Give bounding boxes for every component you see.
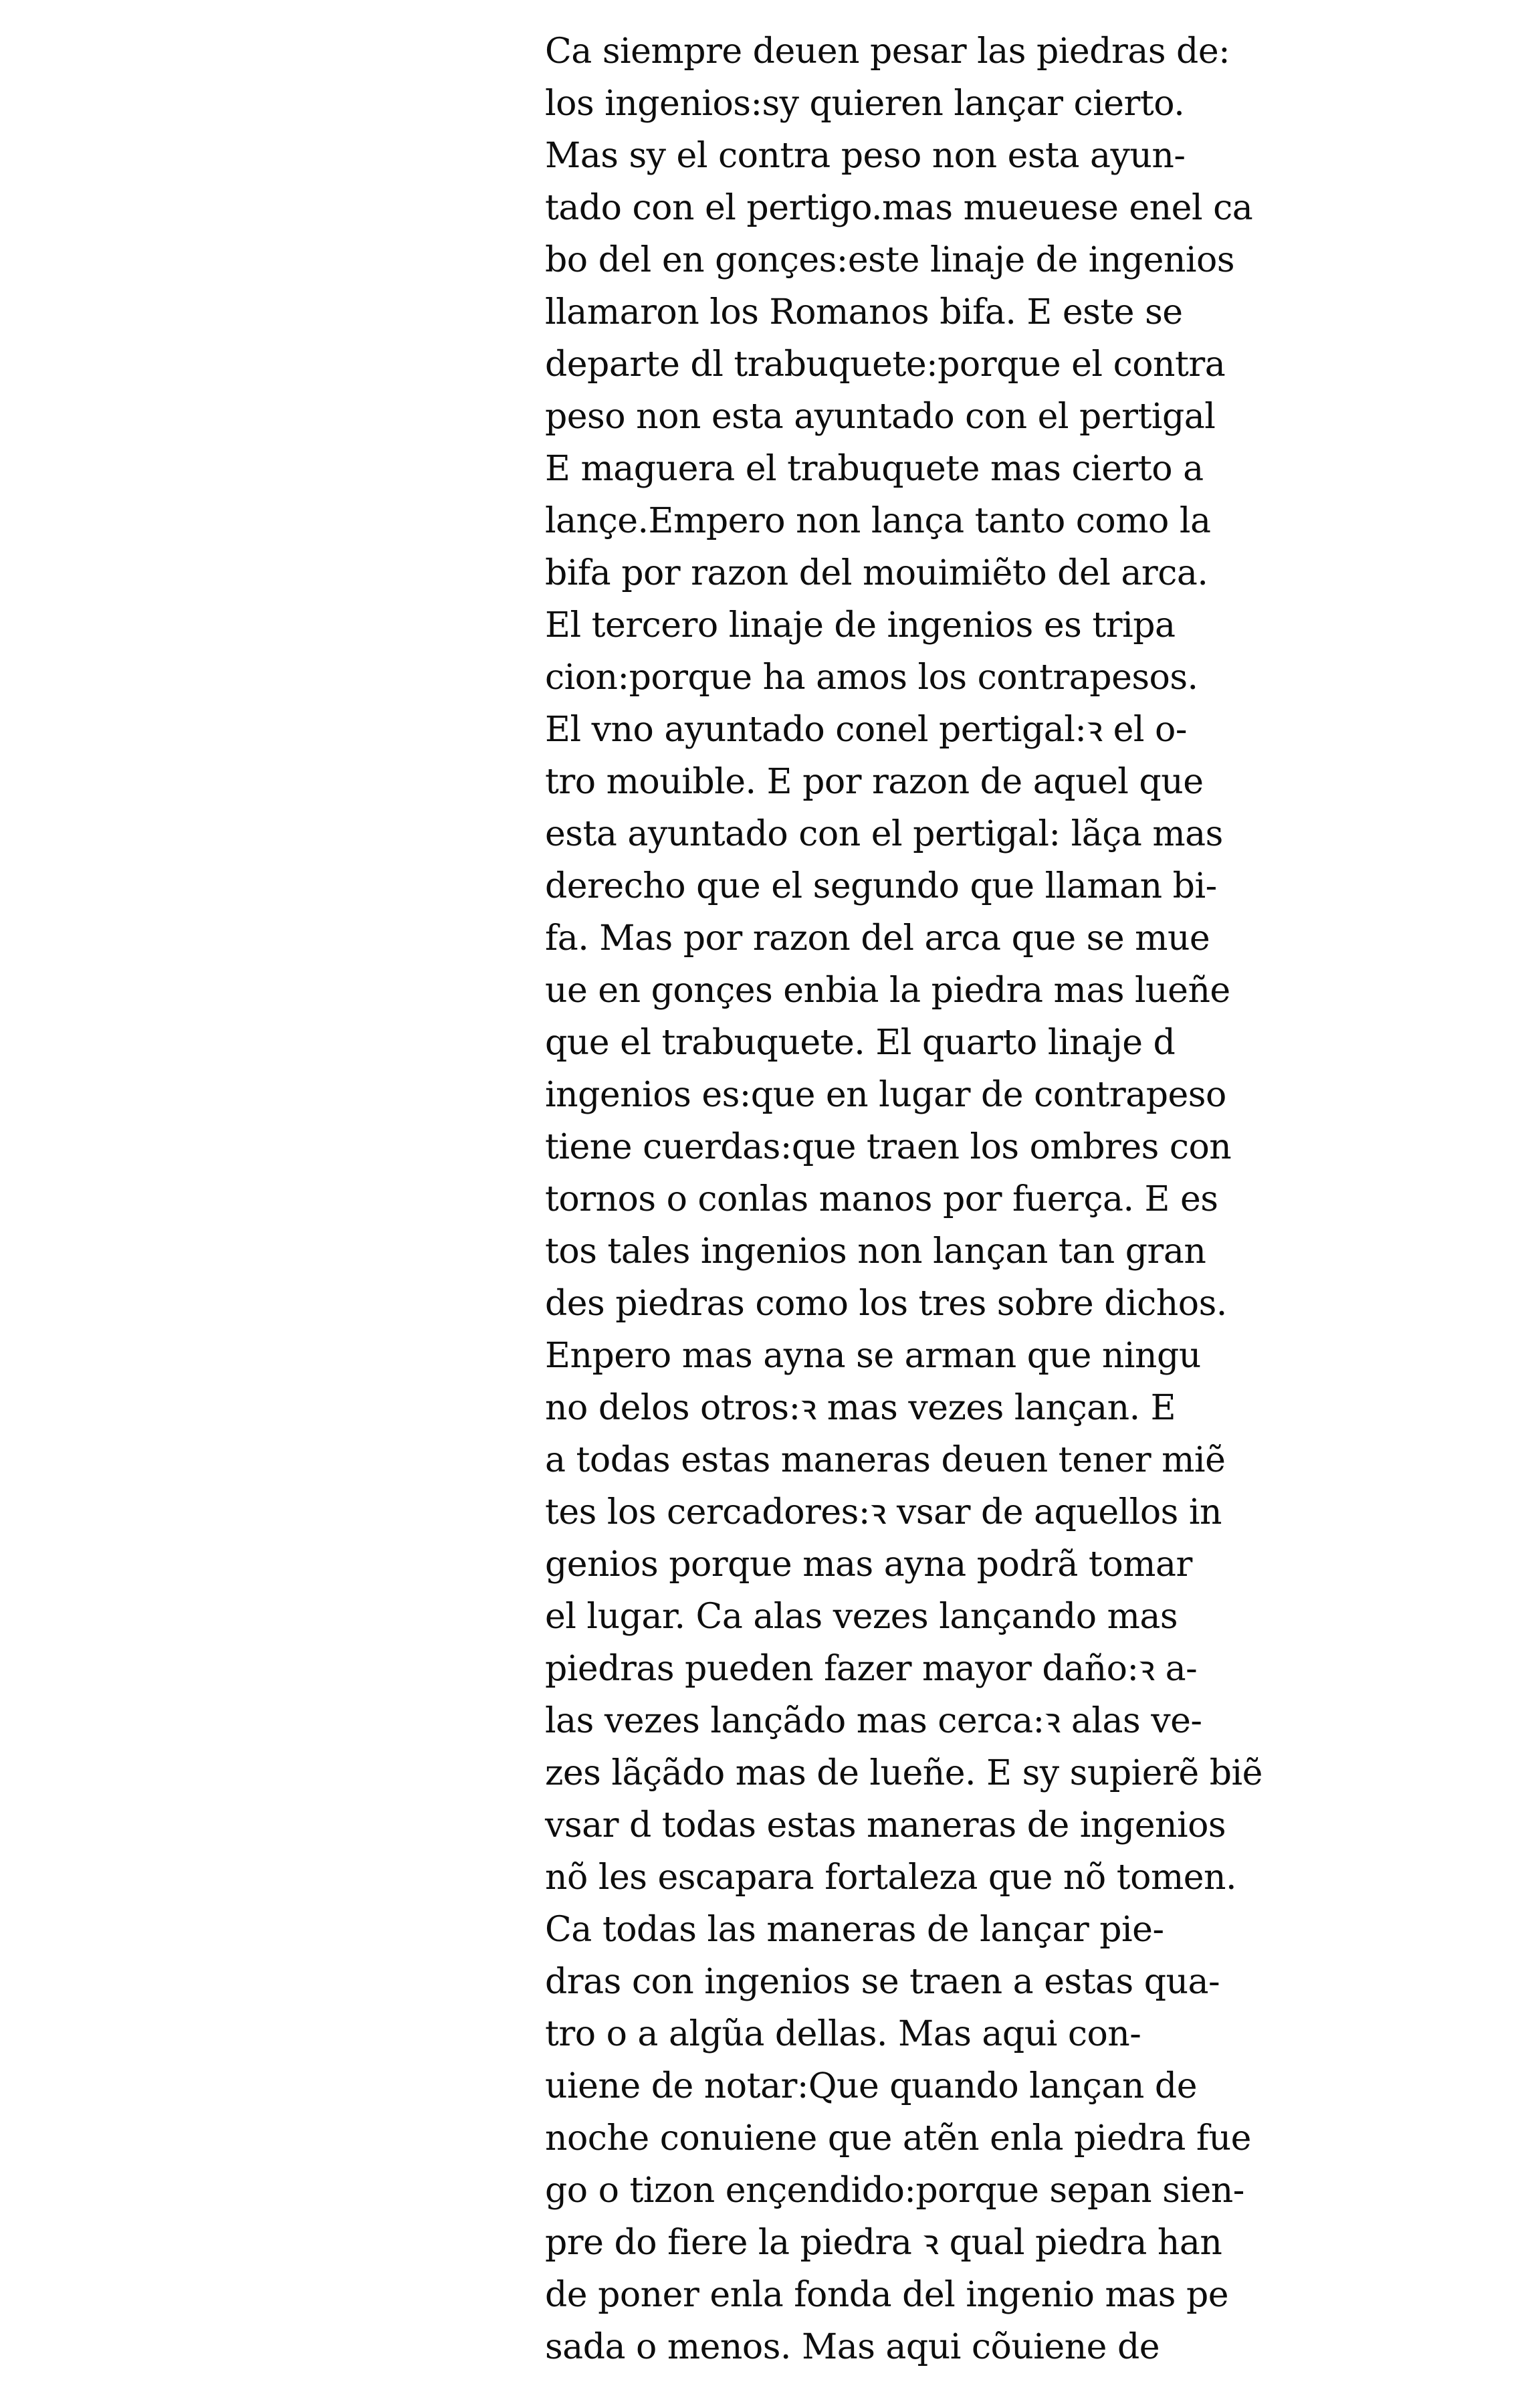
- text-line: Ca siempre deuen pesar las piedras de:: [545, 31, 1230, 72]
- text-line: noche conuiene que atẽn enla piedra fue: [545, 2118, 1251, 2159]
- text-line: ue en gonçes enbia la piedra mas lueñe: [545, 971, 1230, 1011]
- text-line: El vno ayuntado conel pertigal:ꝛ el o-: [545, 710, 1187, 750]
- text-line: tro o a algũa dellas. Mas aqui con-: [545, 2014, 1141, 2054]
- text-line: El tercero linaje de ingenios es tripa: [545, 605, 1176, 645]
- text-line: lançe.Empero non lança tanto como la: [545, 501, 1211, 541]
- text-line: genios porque mas ayna podrã tomar: [545, 1544, 1192, 1585]
- text-line: E maguera el trabuquete mas cierto a: [545, 449, 1204, 489]
- text-line: des piedras como los tres sobre dichos.: [545, 1284, 1227, 1324]
- text-line: tiene cuerdas:que traen los ombres con: [545, 1127, 1232, 1167]
- text-line: Ca todas las maneras de lançar pie-: [545, 1910, 1164, 1950]
- text-line: las vezes lançãdo mas cerca:ꝛ alas ve-: [545, 1701, 1202, 1741]
- text-line: fa. Mas por razon del arca que se mue: [545, 918, 1210, 959]
- text-line: de poner enla fonda del ingenio mas pe: [545, 2275, 1229, 2315]
- text-line: vsar d todas estas maneras de ingenios: [545, 1805, 1226, 1845]
- text-line: que el trabuquete. El quarto linaje d: [545, 1023, 1176, 1063]
- text-line: tes los cercadores:ꝛ vsar de aquellos in: [545, 1492, 1222, 1532]
- text-line: a todas estas maneras deuen tener miẽ: [545, 1440, 1226, 1480]
- text-line: el lugar. Ca alas vezes lançando mas: [545, 1597, 1178, 1637]
- text-column: [545, 27, 1321, 2381]
- text-line: Enpero mas ayna se arman que ningu: [545, 1336, 1201, 1376]
- text-line: los ingenios:sy quieren lançar cierto.: [545, 84, 1185, 124]
- text-line: tornos o conlas manos por fuerça. E es: [545, 1179, 1218, 1219]
- text-line: esta ayuntado con el pertigal: lãça mas: [545, 814, 1223, 854]
- text-line: ingenios es:que en lugar de contrapeso: [545, 1075, 1226, 1115]
- text-line: peso non esta ayuntado con el pertigal: [545, 397, 1216, 437]
- text-line: go o tizon ençendido:porque sepan sien-: [545, 2171, 1244, 2211]
- text-line: derecho que el segundo que llaman bi-: [545, 866, 1217, 906]
- text-line: Mas sy el contra peso non esta ayun-: [545, 136, 1186, 176]
- text-line: pre do fiere la piedra ꝛ qual piedra han: [545, 2223, 1222, 2263]
- text-line: bifa por razon del mouimiẽto del arca.: [545, 553, 1208, 593]
- text-line: uiene de notar:Que quando lançan de: [545, 2066, 1197, 2106]
- text-line: tos tales ingenios non lançan tan gran: [545, 1231, 1206, 1272]
- text-line: piedras pueden fazer mayor daño:ꝛ a-: [545, 1649, 1198, 1689]
- text-line: dras con ingenios se traen a estas qua-: [545, 1962, 1220, 2002]
- text-line: tado con el pertigo.mas mueuese enel ca: [545, 188, 1253, 228]
- text-line: tro mouible. E por razon de aquel que: [545, 762, 1204, 802]
- text-line: nõ les escapara fortaleza que nõ tomen.: [545, 1858, 1237, 1898]
- text-line: cion:porque ha amos los contrapesos.: [545, 658, 1198, 698]
- text-line: sada o menos. Mas aqui cõuiene de: [545, 2327, 1160, 2367]
- text-line: zes lãçãdo mas de lueñe. E sy supierẽ biẽ: [545, 1753, 1262, 1793]
- text-line: llamaron los Romanos bifa. E este se: [545, 292, 1183, 332]
- text-line: no delos otros:ꝛ mas vezes lançan. E: [545, 1388, 1176, 1428]
- text-line: departe dl trabuquete:porque el contra: [545, 344, 1226, 385]
- text-line: bo del en gonçes:este linaje de ingenios: [545, 240, 1235, 280]
